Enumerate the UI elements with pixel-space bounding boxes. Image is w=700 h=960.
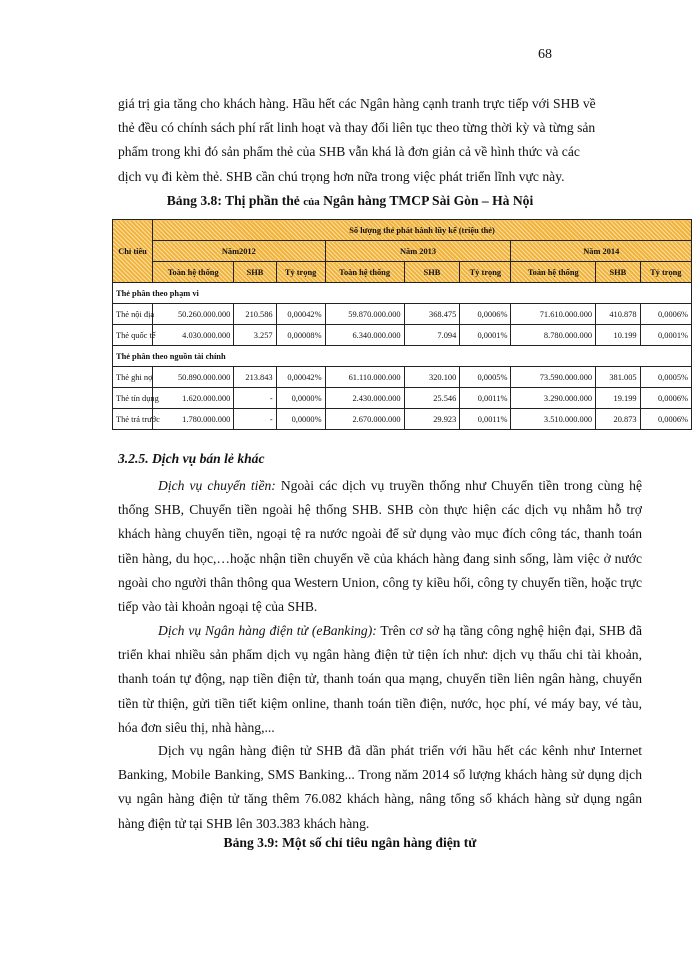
- section-title: Thẻ phân theo nguồn tài chính: [113, 346, 692, 367]
- section-title: Thẻ phân theo phạm vi: [113, 283, 692, 304]
- table-row: [113, 304, 692, 325]
- header-group: Số lượng thẻ phát hành lũy kế (triệu thẻ): [153, 220, 692, 241]
- intro-line: dịch vụ đi kèm thẻ. SHB cần chú trọng hơn nữa trong việc phát triển lĩnh vực này.: [118, 168, 565, 184]
- section-heading: 3.2.5. Dịch vụ bán lẻ khác: [118, 451, 265, 466]
- cell-value: 0,0001%: [460, 325, 511, 346]
- table-row: [113, 367, 692, 388]
- subheader-share: Tỷ trọng: [460, 262, 511, 283]
- caption-text: Ngân hàng TMCP Sài Gòn – Hà Nội: [319, 193, 534, 208]
- table-body: [113, 283, 692, 430]
- cell-value: 213.843: [234, 367, 276, 388]
- subheader-share: Tỷ trọng: [640, 262, 691, 283]
- cell-value: 381.005: [596, 367, 641, 388]
- cell-value: 0,0011%: [460, 388, 511, 409]
- row-label: Thẻ nội địa: [113, 304, 153, 325]
- row-label: Thẻ quốc tế: [113, 325, 153, 346]
- paragraph-ebanking: [118, 619, 642, 740]
- cell-value: 0,0006%: [640, 388, 691, 409]
- cell-value: 29.923: [404, 409, 460, 430]
- cell-value: 0,0006%: [460, 304, 511, 325]
- cell-value: 8.780.000.000: [511, 325, 596, 346]
- caption-text-small: của: [303, 196, 320, 208]
- table-row: [113, 409, 692, 430]
- header-year: Năm2012: [153, 241, 326, 262]
- section-row: [113, 346, 692, 367]
- header-year: Năm 2014: [511, 241, 692, 262]
- table-caption-3-8: [0, 193, 700, 209]
- cell-value: 1.620.000.000: [153, 388, 234, 409]
- cell-value: 71.610.000.000: [511, 304, 596, 325]
- subheader-shb: SHB: [404, 262, 460, 283]
- cell-value: 3.257: [234, 325, 276, 346]
- cell-value: 0,0011%: [460, 409, 511, 430]
- cell-value: 0,0001%: [640, 325, 691, 346]
- cell-value: 0,0005%: [640, 367, 691, 388]
- paragraph-ebanking-growth: Dịch vụ ngân hàng điện tử SHB đã dần phát triển với hầu hết các kênh như Internet Banking, Mobile Banking, SMS Banking... Trong năm 2014 số lượng khách hàng sử dụng dịch vụ ngân hàng điện tử tăng thêm 76.082 khách hàng, nâng tổng số khách hàng sử dụng ngân hàng điện tử tại SHB lên 303.383 khách hàng.: [118, 743, 642, 831]
- intro-line: giá trị gia tăng cho khách hàng. Hầu hết các Ngân hàng cạnh tranh trực tiếp với SHB về: [118, 96, 596, 111]
- cell-value: 4.030.000.000: [153, 325, 234, 346]
- cell-value: 2.430.000.000: [325, 388, 404, 409]
- cell-value: 1.780.000.000: [153, 409, 234, 430]
- subheader-share: Tỷ trọng: [276, 262, 325, 283]
- paragraph-lead: Dịch vụ Ngân hàng điện tử (eBanking):: [158, 623, 377, 638]
- cell-value: 50.260.000.000: [153, 304, 234, 325]
- intro-paragraph: [118, 92, 642, 189]
- paragraph-text: Trên cơ sở hạ tầng công nghệ hiện đại, SHB đã triển khai nhiều sản phẩm dịch vụ ngân hàng điện tử tiện ích như: dịch vụ thấu chi tài khoản, thanh toán tự động, nạp tiền điện tử, thanh toán qua mạng, chuyển tiền liên ngân hàng, chuyển tiền từ thiện, gửi tiền tiết kiệm online, thanh toán tiền điện, nước, học phí, vé máy bay, vé tàu, hóa đơn siêu thị, nhà hàng,...: [118, 623, 642, 735]
- cell-value: 19.199: [596, 388, 641, 409]
- cell-value: 0,0006%: [640, 304, 691, 325]
- cell-value: 0,0000%: [276, 388, 325, 409]
- cell-value: 0,00042%: [276, 367, 325, 388]
- cell-value: 61.110.000.000: [325, 367, 404, 388]
- cell-value: 0,00042%: [276, 304, 325, 325]
- intro-line: phẩm trong khi đó sản phẩm thẻ của SHB vẫn khá là đơn giản cả về hình thức và các: [118, 144, 580, 160]
- cell-value: 0,00008%: [276, 325, 325, 346]
- header-criteria: Chỉ tiêu: [113, 220, 153, 283]
- subheader-shb: SHB: [596, 262, 641, 283]
- cell-value: 20.873: [596, 409, 641, 430]
- caption-text: Bảng 3.8: Thị phần thẻ: [166, 193, 304, 208]
- subheader-total: Toàn hệ thống: [325, 262, 404, 283]
- cell-value: 368.475: [404, 304, 460, 325]
- cell-value: 2.670.000.000: [325, 409, 404, 430]
- paragraph-text: Ngoài các dịch vụ truyền thống như Chuyển tiền trong cùng hệ thống SHB, Chuyển tiền ngoài hệ thống SHB. SHB còn thực hiện các dịch vụ nhằm hỗ trợ khách hàng chuyển tiền, ngoại tệ ra nước ngoài để sử dụng vào mục đích công tác, thanh toán tiền hàng, du học,…hoặc nhận tiền chuyển về của khách hàng đang sinh sống, làm việc ở nước ngoài cho người thân thông qua Western Union, công ty kiều hối, công ty chuyển tiền, hoặc trực tiếp vào tài khoản ngoại tệ của SHB.: [118, 478, 642, 615]
- table-row: [113, 325, 692, 346]
- header-year: Năm 2013: [325, 241, 511, 262]
- cell-value: 0,0000%: [276, 409, 325, 430]
- row-label: Thẻ ghi nợ: [113, 367, 153, 388]
- page-number: 68: [538, 47, 552, 62]
- row-label: Thẻ trả trước: [113, 409, 153, 430]
- cell-value: 10.199: [596, 325, 641, 346]
- cell-value: -: [234, 409, 276, 430]
- cell-value: 320.100: [404, 367, 460, 388]
- cell-value: 25.546: [404, 388, 460, 409]
- paragraph-lead: Dịch vụ chuyển tiền:: [158, 478, 276, 493]
- subheader-total: Toàn hệ thống: [511, 262, 596, 283]
- card-share-table: [112, 219, 692, 430]
- cell-value: 3.290.000.000: [511, 388, 596, 409]
- cell-value: 3.510.000.000: [511, 409, 596, 430]
- table-caption-3-9: Bảng 3.9: Một số chỉ tiêu ngân hàng điện tử: [223, 835, 477, 850]
- cell-value: 6.340.000.000: [325, 325, 404, 346]
- cell-value: 50.890.000.000: [153, 367, 234, 388]
- cell-value: 59.870.000.000: [325, 304, 404, 325]
- row-label: Thẻ tín dụng: [113, 388, 153, 409]
- intro-line: thẻ đều có chính sách phí rất linh hoạt và thay đổi liên tục theo từng thời kỳ và từng sản: [118, 120, 596, 136]
- cell-value: 7.094: [404, 325, 460, 346]
- subheader-shb: SHB: [234, 262, 276, 283]
- subheader-total: Toàn hệ thống: [153, 262, 234, 283]
- cell-value: 410.878: [596, 304, 641, 325]
- cell-value: 73.590.000.000: [511, 367, 596, 388]
- table-row: [113, 388, 692, 409]
- paragraph-money-transfer: [118, 474, 642, 619]
- cell-value: 0,0006%: [640, 409, 691, 430]
- cell-value: 210.586: [234, 304, 276, 325]
- cell-value: 0,0005%: [460, 367, 511, 388]
- cell-value: -: [234, 388, 276, 409]
- section-row: [113, 283, 692, 304]
